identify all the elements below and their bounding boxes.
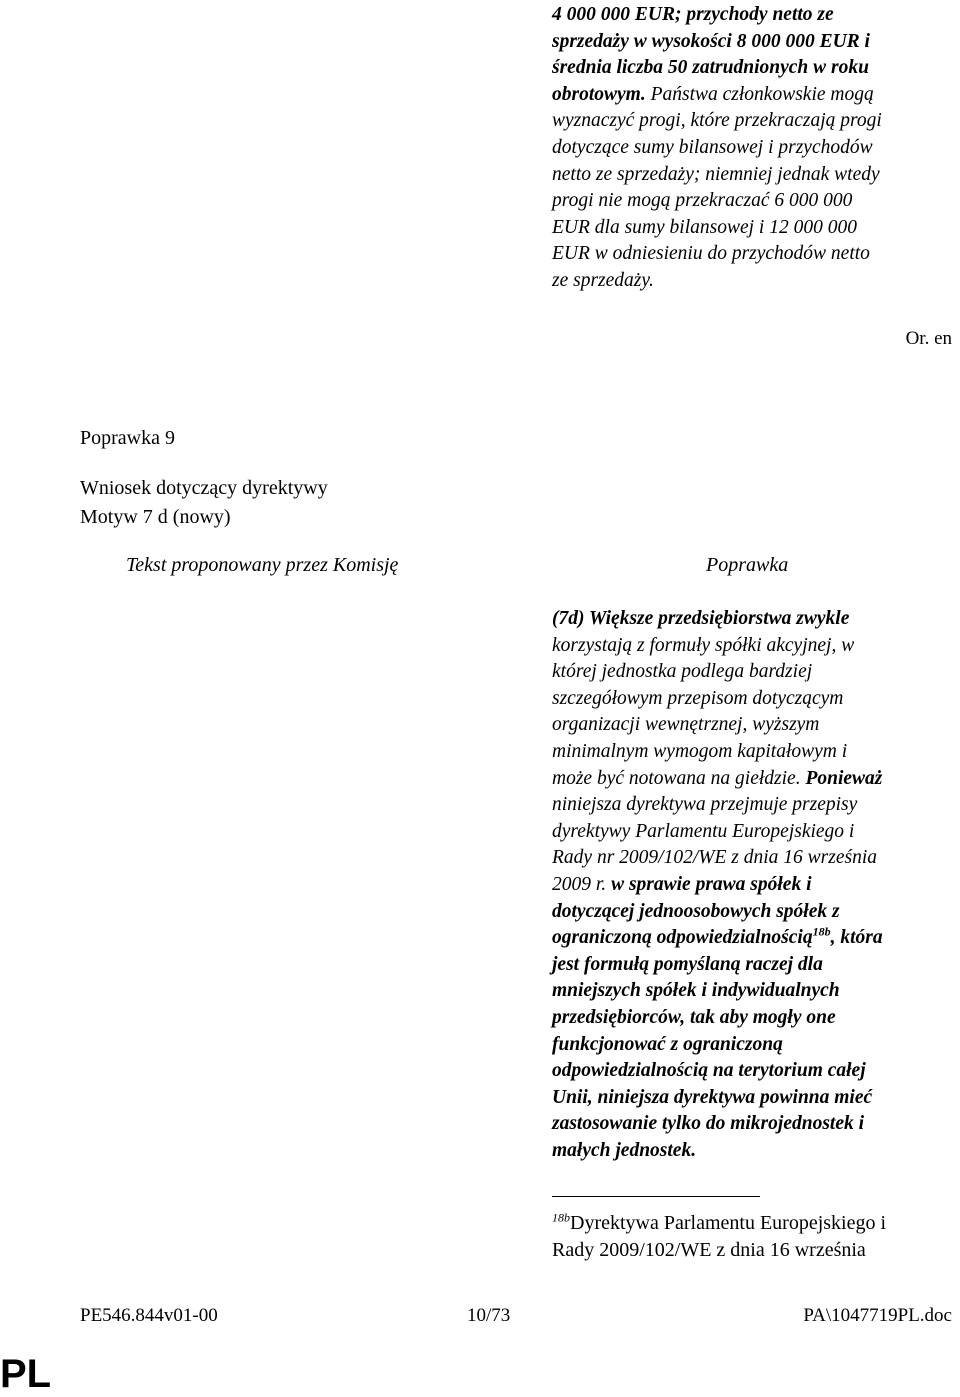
amend-line: dyrektywy Parlamentu Europejskiego i (552, 820, 855, 842)
amend-line: funkcjonować z ograniczoną (552, 1033, 783, 1055)
continuation-text (552, 2, 952, 295)
footnote-marker: 18b (552, 1210, 570, 1225)
amend-line: odpowiedzialnością na terytorium całej (552, 1060, 866, 1082)
amendment-text (552, 606, 956, 1164)
amend-line: dotyczącej jednoosobowych spółek z (552, 900, 840, 922)
amend-line: (7d) Większe przedsiębiorstwa zwykle (552, 608, 850, 629)
amend-line: zastosowanie tylko do mikrojednostek i (552, 1113, 865, 1135)
cont-line: dotyczące sumy bilansowej i przychodów (552, 136, 873, 158)
cont-line: EUR w odniesieniu do przychodów netto (552, 243, 870, 265)
cont-line: 4 000 000 EUR; przychody netto ze (552, 4, 834, 25)
amend-line: małych jednostek. (552, 1139, 697, 1161)
amend-line: organizacji wewnętrznej, wyższym (552, 714, 820, 736)
language-code: PL (0, 1352, 52, 1396)
footnote (552, 1210, 956, 1264)
footnote-line: $^{18b}$Dyrektywa Parlamentu Europejskiego i (552, 1210, 887, 1234)
cont-line: średnia liczba 50 zatrudnionych w roku (552, 57, 869, 79)
cont-line: EUR dla sumy bilansowej i 12 000 000 (552, 216, 857, 238)
column-header-commission: Tekst proponowany przez Komisję (126, 554, 399, 576)
cont-line: wyznaczyć progi, które przekraczają progi (552, 110, 882, 132)
amend-line: 2009 r. w sprawie prawa spółek i (552, 873, 812, 895)
amend-line: może być notowana na giełdzie. Ponieważ (552, 767, 883, 789)
footer-document: PA\1047719PL.doc (803, 1305, 952, 1326)
column-header-amendment: Poprawka (706, 554, 789, 576)
footnote-separator (552, 1196, 760, 1197)
cont-line: ze sprzedaży. (552, 269, 654, 291)
cont-line: progi nie mogą przekraczać 6 000 000 (552, 190, 853, 212)
amendment-title: Poprawka 9 (80, 427, 175, 449)
amend-line: minimalnym wymogom kapitałowym i (552, 740, 848, 762)
footer-reference: PE546.844v01-00 (80, 1305, 218, 1326)
amend-line: przedsiębiorców, tak aby mogły one (552, 1006, 836, 1028)
amend-line: niniejsza dyrektywa przejmuje przepisy (552, 794, 858, 816)
amend-line: szczegółowym przepisom dotyczącym (552, 687, 844, 709)
original-language: Or. en (905, 328, 952, 349)
amend-line: Unii, niniejsza dyrektywa powinna mieć (552, 1086, 873, 1108)
footer-page-number: 10/73 (467, 1305, 511, 1326)
cont-line: sprzedaży w wysokości 8 000 000 EUR i (552, 30, 870, 52)
proposal-ref: Wniosek dotyczący dyrektywy (80, 477, 328, 499)
amend-line: Rady nr 2009/102/WE z dnia 16 września (552, 847, 877, 869)
amend-line: mniejszych spółek i indywidualnych (552, 980, 840, 1002)
recital-ref: Motyw 7 d (nowy) (80, 506, 231, 528)
cont-line: obrotowym. Państwa członkowskie mogą (552, 83, 874, 105)
amend-line: korzystają z formuły spółki akcyjnej, w (552, 634, 855, 656)
proposal-reference (80, 474, 328, 532)
amend-line: jest formułą pomyślaną raczej dla (552, 953, 823, 975)
cont-line: netto ze sprzedaży; niemniej jednak wtedy (552, 163, 880, 185)
amend-line: ograniczoną odpowiedzialnością$^{18b}$, która (552, 924, 883, 949)
amend-line: której jednostka podlega bardziej (552, 661, 813, 683)
footnote-ref: 18b (812, 924, 831, 939)
footnote-line: Rady 2009/102/WE z dnia 16 września (552, 1239, 866, 1261)
